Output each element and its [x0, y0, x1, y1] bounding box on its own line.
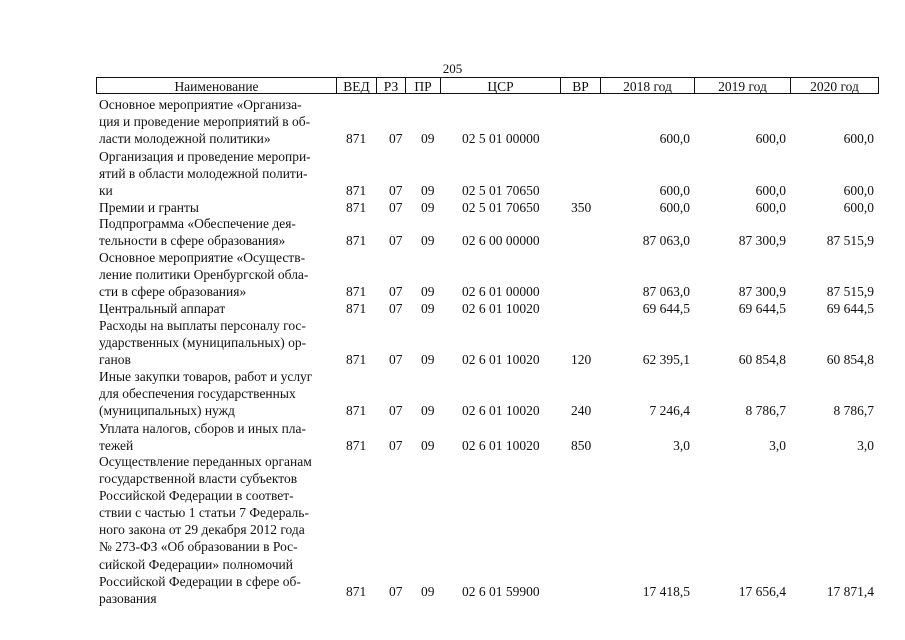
cell-csr: 02 5 01 70650 — [462, 199, 540, 215]
cell-vr: 850 — [571, 437, 592, 453]
cell-y2020: 17 871,4 — [826, 583, 874, 599]
cell-y2018: 600,0 — [659, 199, 690, 215]
cell-y2020: 8 786,7 — [833, 402, 874, 418]
table-row — [0, 148, 905, 199]
page-number: 205 — [442, 61, 463, 76]
col-header-pr: ПР — [406, 78, 441, 93]
cell-y2018: 3,0 — [673, 437, 690, 453]
row-name: Премии и гранты — [99, 200, 199, 215]
col-header-2019: 2019 год — [695, 78, 791, 93]
cell-ved: 871 — [346, 130, 367, 146]
table-row — [0, 300, 905, 317]
row-name: Расходы на выплаты персоналу гос- ударственных (муниципальных) ор- ганов — [99, 318, 307, 368]
col-header-csr: ЦСР — [441, 78, 561, 93]
table-row — [0, 199, 905, 216]
cell-rz: 07 — [389, 182, 403, 198]
cell-csr: 02 5 01 70650 — [462, 182, 540, 198]
col-header-2018: 2018 год — [601, 78, 695, 93]
cell-y2018: 600,0 — [659, 182, 690, 198]
cell-rz: 07 — [389, 283, 403, 299]
cell-y2020: 600,0 — [843, 182, 874, 198]
cell-ved: 871 — [346, 232, 367, 248]
cell-y2020: 87 515,9 — [826, 283, 874, 299]
cell-y2018: 600,0 — [659, 130, 690, 146]
row-name: Организация и проведение меропри- ятий в области молодежной полити- ки — [99, 149, 311, 199]
cell-pr: 09 — [421, 283, 435, 299]
table-row — [0, 453, 905, 606]
cell-csr: 02 6 01 10020 — [462, 351, 540, 367]
col-header-rz: РЗ — [377, 78, 406, 93]
cell-y2019: 3,0 — [769, 437, 786, 453]
cell-rz: 07 — [389, 437, 403, 453]
row-name: Основное мероприятие «Осуществ- ление политики Оренбургской обла- сти в сфере образования» — [99, 250, 309, 300]
cell-pr: 09 — [421, 199, 435, 215]
cell-y2019: 17 656,4 — [738, 583, 786, 599]
col-header-2020: 2020 год — [810, 79, 859, 94]
cell-y2018: 17 418,5 — [642, 583, 690, 599]
cell-rz: 07 — [389, 300, 403, 316]
table-row — [0, 96, 905, 147]
cell-ved: 871 — [346, 402, 367, 418]
cell-rz: 07 — [389, 583, 403, 599]
cell-y2020: 3,0 — [857, 437, 874, 453]
cell-rz: 07 — [389, 232, 403, 248]
row-name: Уплата налогов, сборов и иных пла- тежей — [99, 421, 307, 454]
cell-ved: 871 — [346, 583, 367, 599]
cell-y2018: 87 063,0 — [642, 283, 690, 299]
cell-y2019: 600,0 — [755, 130, 786, 146]
cell-csr: 02 5 01 00000 — [462, 130, 540, 146]
cell-pr: 09 — [421, 300, 435, 316]
cell-pr: 09 — [421, 182, 435, 198]
row-name: Центральный аппарат — [99, 301, 226, 316]
cell-csr: 02 6 01 10020 — [462, 437, 540, 453]
table-row — [0, 420, 905, 454]
cell-y2019: 87 300,9 — [738, 232, 786, 248]
cell-vr: 240 — [571, 402, 592, 418]
table-row — [0, 249, 905, 300]
cell-vr: 120 — [571, 351, 592, 367]
cell-rz: 07 — [389, 130, 403, 146]
cell-rz: 07 — [389, 199, 403, 215]
col-header-vr: ВР — [561, 78, 601, 93]
cell-y2018: 62 395,1 — [642, 351, 690, 367]
cell-ved: 871 — [346, 283, 367, 299]
cell-y2020: 60 854,8 — [826, 351, 874, 367]
cell-y2019: 60 854,8 — [738, 351, 786, 367]
cell-y2020: 600,0 — [843, 130, 874, 146]
table-header — [96, 77, 879, 94]
cell-vr: 350 — [571, 199, 592, 215]
cell-y2020: 69 644,5 — [826, 300, 874, 316]
table-row — [0, 317, 905, 368]
cell-ved: 871 — [346, 182, 367, 198]
row-name: Иные закупки товаров, работ и услуг для обеспечения государственных (муниципальных) нужд — [99, 369, 313, 419]
cell-y2020: 600,0 — [843, 199, 874, 215]
cell-y2018: 69 644,5 — [642, 300, 690, 316]
cell-csr: 02 6 00 00000 — [462, 232, 540, 248]
cell-pr: 09 — [421, 583, 435, 599]
col-header-ved: ВЕД — [337, 78, 377, 93]
cell-csr: 02 6 01 59900 — [462, 583, 540, 599]
table-row — [0, 215, 905, 249]
cell-ved: 871 — [346, 199, 367, 215]
cell-pr: 09 — [421, 402, 435, 418]
cell-pr: 09 — [421, 232, 435, 248]
cell-pr: 09 — [421, 437, 435, 453]
row-name: Подпрограмма «Обеспечение дея- тельности в сфере образования» — [99, 216, 296, 249]
cell-y2019: 69 644,5 — [738, 300, 786, 316]
cell-csr: 02 6 01 10020 — [462, 402, 540, 418]
cell-pr: 09 — [421, 130, 435, 146]
cell-ved: 871 — [346, 300, 367, 316]
row-name: Осуществление переданных органам государственной власти субъектов Российской Федерации в соответ- ствии с частью 1 статьи 7 Федераль- ного закона от 29 декабря 2012 года № 273-ФЗ «Об образовании в Рос- сийской Федерации» полномочий Российской Федерации в сфере об- разования — [99, 454, 312, 606]
cell-y2020: 87 515,9 — [826, 232, 874, 248]
cell-rz: 07 — [389, 402, 403, 418]
cell-y2019: 600,0 — [755, 182, 786, 198]
cell-y2019: 87 300,9 — [738, 283, 786, 299]
cell-y2018: 87 063,0 — [642, 232, 690, 248]
cell-ved: 871 — [346, 437, 367, 453]
cell-csr: 02 6 01 00000 — [462, 283, 540, 299]
cell-rz: 07 — [389, 351, 403, 367]
cell-y2019: 600,0 — [755, 199, 786, 215]
cell-ved: 871 — [346, 351, 367, 367]
cell-pr: 09 — [421, 351, 435, 367]
cell-y2019: 8 786,7 — [745, 402, 786, 418]
cell-y2018: 7 246,4 — [649, 402, 690, 418]
row-name: Основное мероприятие «Организа- ция и проведение мероприятий в об- ласти молодежной политики» — [99, 97, 311, 147]
col-header-name: Наименование — [97, 78, 337, 93]
table-row — [0, 368, 905, 419]
cell-csr: 02 6 01 10020 — [462, 300, 540, 316]
